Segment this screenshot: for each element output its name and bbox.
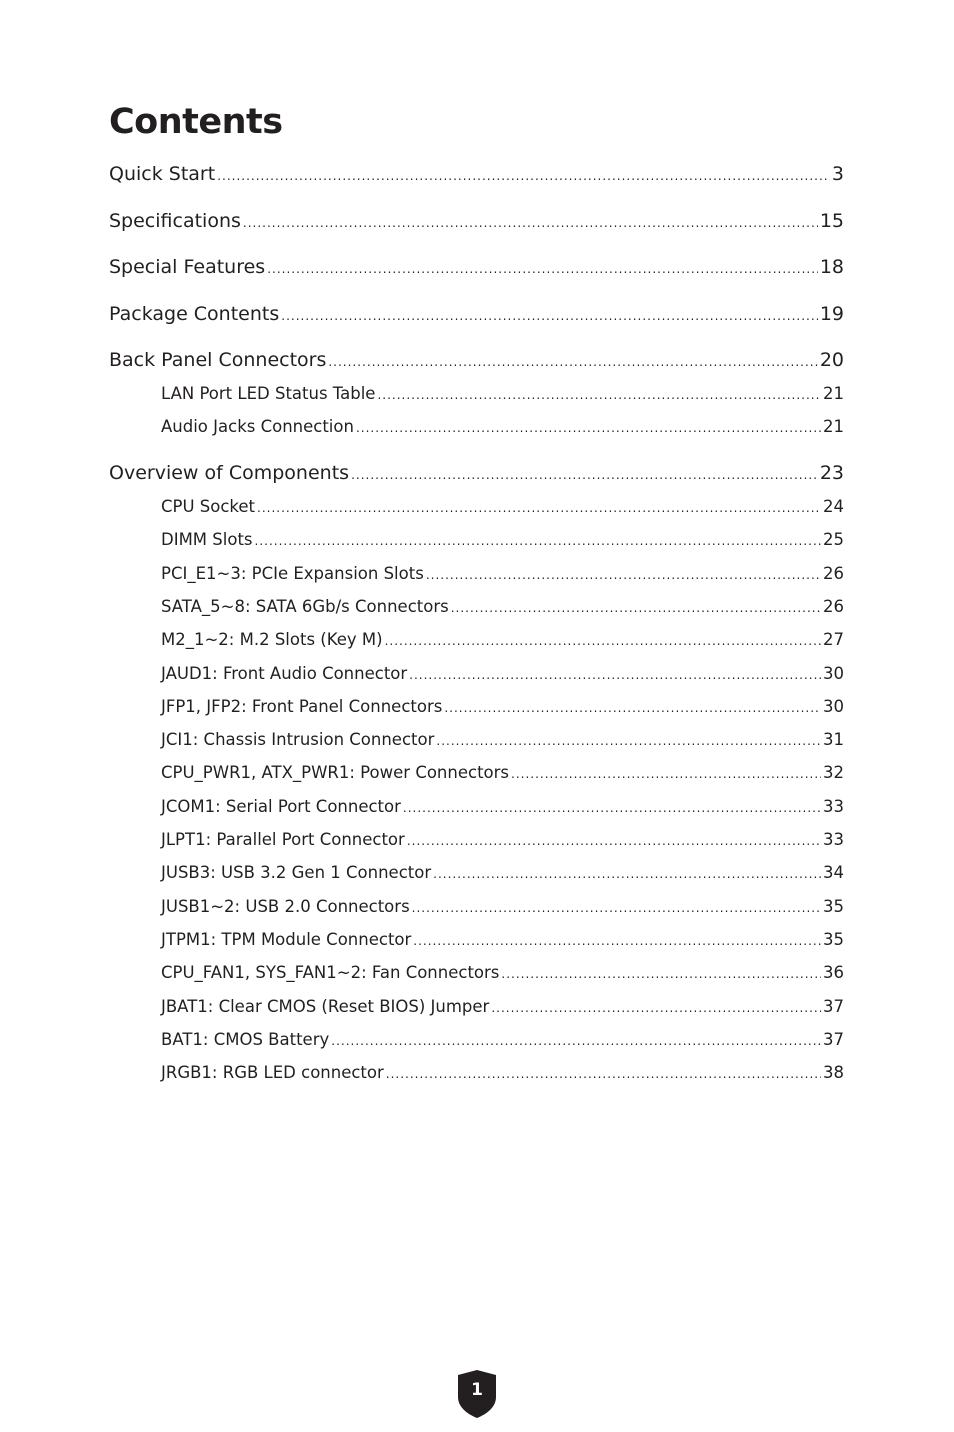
toc-entry-page-number: 33 — [823, 830, 844, 850]
toc-dot-leader — [491, 992, 821, 1023]
toc-subsection-entry[interactable] — [109, 590, 844, 623]
toc-entry-label: Package Contents — [109, 302, 280, 325]
toc-entry-label: JFP1, JFP2: Front Panel Connectors — [161, 696, 443, 716]
toc-dot-leader — [511, 758, 821, 789]
toc-subsection-entry[interactable] — [109, 657, 844, 690]
toc-entry-label: Specifications — [109, 209, 241, 232]
toc-entry-label: Special Features — [109, 256, 266, 278]
toc-dot-leader — [409, 659, 821, 690]
toc-entry-page-number: 25 — [823, 530, 844, 550]
toc-entry-page-number: 34 — [823, 863, 844, 883]
toc-entry-page-number: 32 — [823, 763, 844, 783]
toc-subsection-entry[interactable] — [109, 923, 844, 956]
toc-entry-label: Back Panel Connectors — [109, 349, 327, 371]
toc-subsection-entry[interactable] — [109, 490, 844, 523]
toc-entry-label: SATA_5~8: SATA 6Gb/s Connectors — [161, 596, 449, 616]
toc-dot-leader — [351, 459, 818, 490]
toc-dot-leader — [413, 925, 821, 956]
toc-entry-page-number: 21 — [823, 384, 844, 403]
toc-dot-leader — [385, 625, 821, 656]
toc-entry-label: JUSB3: USB 3.2 Gen 1 Connector — [161, 863, 432, 883]
toc-entry-page-number: 19 — [819, 302, 844, 325]
toc-section-entry[interactable] — [109, 344, 844, 377]
toc-dot-leader — [243, 207, 818, 238]
toc-subsection-entry[interactable] — [109, 723, 844, 756]
toc-entry-page-number: 20 — [819, 349, 844, 371]
toc-dot-leader — [267, 253, 818, 284]
toc-entry-label: CPU Socket — [161, 497, 256, 517]
page-number-badge — [456, 1369, 498, 1419]
toc-dot-leader — [501, 958, 821, 989]
toc-entry-label: Overview of Components — [109, 462, 350, 485]
toc-entry-page-number: 30 — [823, 696, 844, 716]
toc-entry-page-number: 23 — [819, 462, 844, 485]
toc-entry-page-number: 35 — [823, 929, 844, 949]
toc-entry-label: DIMM Slots — [161, 530, 253, 550]
toc-subsection-entry[interactable] — [109, 557, 844, 590]
toc-entry-page-number: 36 — [823, 963, 844, 983]
toc-subsection-entry[interactable] — [109, 790, 844, 823]
table-of-contents — [109, 158, 844, 1089]
page-title: Contents — [109, 102, 283, 142]
toc-dot-leader — [281, 300, 818, 331]
toc-entry-page-number: 15 — [819, 209, 844, 232]
toc-subsection-entry[interactable] — [109, 956, 844, 989]
toc-subsection-entry[interactable] — [109, 1056, 844, 1089]
page-number: 1 — [471, 1380, 483, 1400]
toc-section-entry[interactable] — [109, 298, 844, 331]
toc-entry-label: CPU_FAN1, SYS_FAN1~2: Fan Connectors — [161, 963, 500, 983]
toc-subsection-entry[interactable] — [109, 856, 844, 889]
toc-subsection-entry[interactable] — [109, 990, 844, 1023]
toc-entry-page-number: 38 — [823, 1063, 844, 1083]
toc-dot-leader — [403, 792, 821, 823]
toc-dot-leader — [331, 1025, 821, 1056]
toc-entry-page-number: 30 — [823, 663, 844, 683]
toc-entry-page-number: 3 — [831, 163, 844, 185]
toc-entry-label: JCI1: Chassis Intrusion Connector — [161, 730, 435, 750]
toc-entry-label: JLPT1: Parallel Port Connector — [161, 830, 405, 850]
toc-dot-leader — [257, 492, 821, 523]
toc-entry-label: CPU_PWR1, ATX_PWR1: Power Connectors — [161, 763, 510, 783]
toc-section-entry[interactable] — [109, 457, 844, 490]
toc-dot-leader — [433, 858, 821, 889]
toc-entry-label: JRGB1: RGB LED connector — [161, 1063, 384, 1083]
toc-dot-leader — [217, 160, 830, 191]
toc-entry-label: JTPM1: TPM Module Connector — [161, 929, 412, 949]
toc-section-entry[interactable] — [109, 205, 844, 238]
toc-dot-leader — [377, 379, 821, 410]
toc-entry-page-number: 26 — [823, 563, 844, 583]
toc-entry-label: PCI_E1~3: PCIe Expansion Slots — [161, 563, 424, 583]
toc-subsection-entry[interactable] — [109, 623, 844, 656]
toc-entry-label: BAT1: CMOS Battery — [161, 1029, 330, 1049]
toc-entry-label: JCOM1: Serial Port Connector — [161, 796, 401, 816]
toc-dot-leader — [328, 346, 817, 377]
toc-entry-label: M2_1~2: M.2 Slots (Key M) — [161, 630, 383, 650]
toc-dot-leader — [426, 559, 821, 590]
toc-entry-page-number: 24 — [823, 497, 844, 517]
toc-subsection-entry[interactable] — [109, 756, 844, 789]
toc-entry-page-number: 35 — [823, 896, 844, 916]
toc-dot-leader — [356, 412, 821, 443]
toc-subsection-entry[interactable] — [109, 1023, 844, 1056]
toc-entry-page-number: 26 — [823, 596, 844, 616]
toc-dot-leader — [436, 725, 821, 756]
toc-entry-page-number: 31 — [823, 730, 844, 750]
toc-subsection-entry[interactable] — [109, 823, 844, 856]
toc-entry-label: Audio Jacks Connection — [161, 417, 354, 437]
toc-section-entry[interactable] — [109, 158, 844, 191]
toc-dot-leader — [255, 525, 821, 556]
toc-dot-leader — [386, 1058, 821, 1089]
toc-entry-label: Quick Start — [109, 163, 216, 185]
toc-subsection-entry[interactable] — [109, 690, 844, 723]
toc-entry-page-number: 37 — [823, 996, 844, 1016]
toc-subsection-entry[interactable] — [109, 890, 844, 923]
toc-entry-label: JUSB1~2: USB 2.0 Connectors — [161, 896, 410, 916]
toc-entry-page-number: 37 — [823, 1029, 844, 1049]
toc-entry-label: JBAT1: Clear CMOS (Reset BIOS) Jumper — [161, 996, 490, 1016]
toc-entry-page-number: 27 — [823, 630, 844, 650]
toc-dot-leader — [444, 692, 821, 723]
toc-dot-leader — [407, 825, 821, 856]
toc-entry-label: JAUD1: Front Audio Connector — [161, 663, 408, 683]
toc-entry-page-number: 33 — [823, 796, 844, 816]
toc-subsection-entry[interactable] — [109, 523, 844, 556]
toc-subsection-entry[interactable] — [109, 410, 844, 443]
toc-entry-label: LAN Port LED Status Table — [161, 384, 376, 403]
toc-dot-leader — [412, 892, 821, 923]
toc-entry-page-number: 18 — [819, 256, 844, 278]
toc-subsection-entry[interactable] — [109, 377, 844, 410]
toc-entry-page-number: 21 — [823, 417, 844, 437]
toc-dot-leader — [451, 592, 821, 623]
toc-section-entry[interactable] — [109, 251, 844, 284]
